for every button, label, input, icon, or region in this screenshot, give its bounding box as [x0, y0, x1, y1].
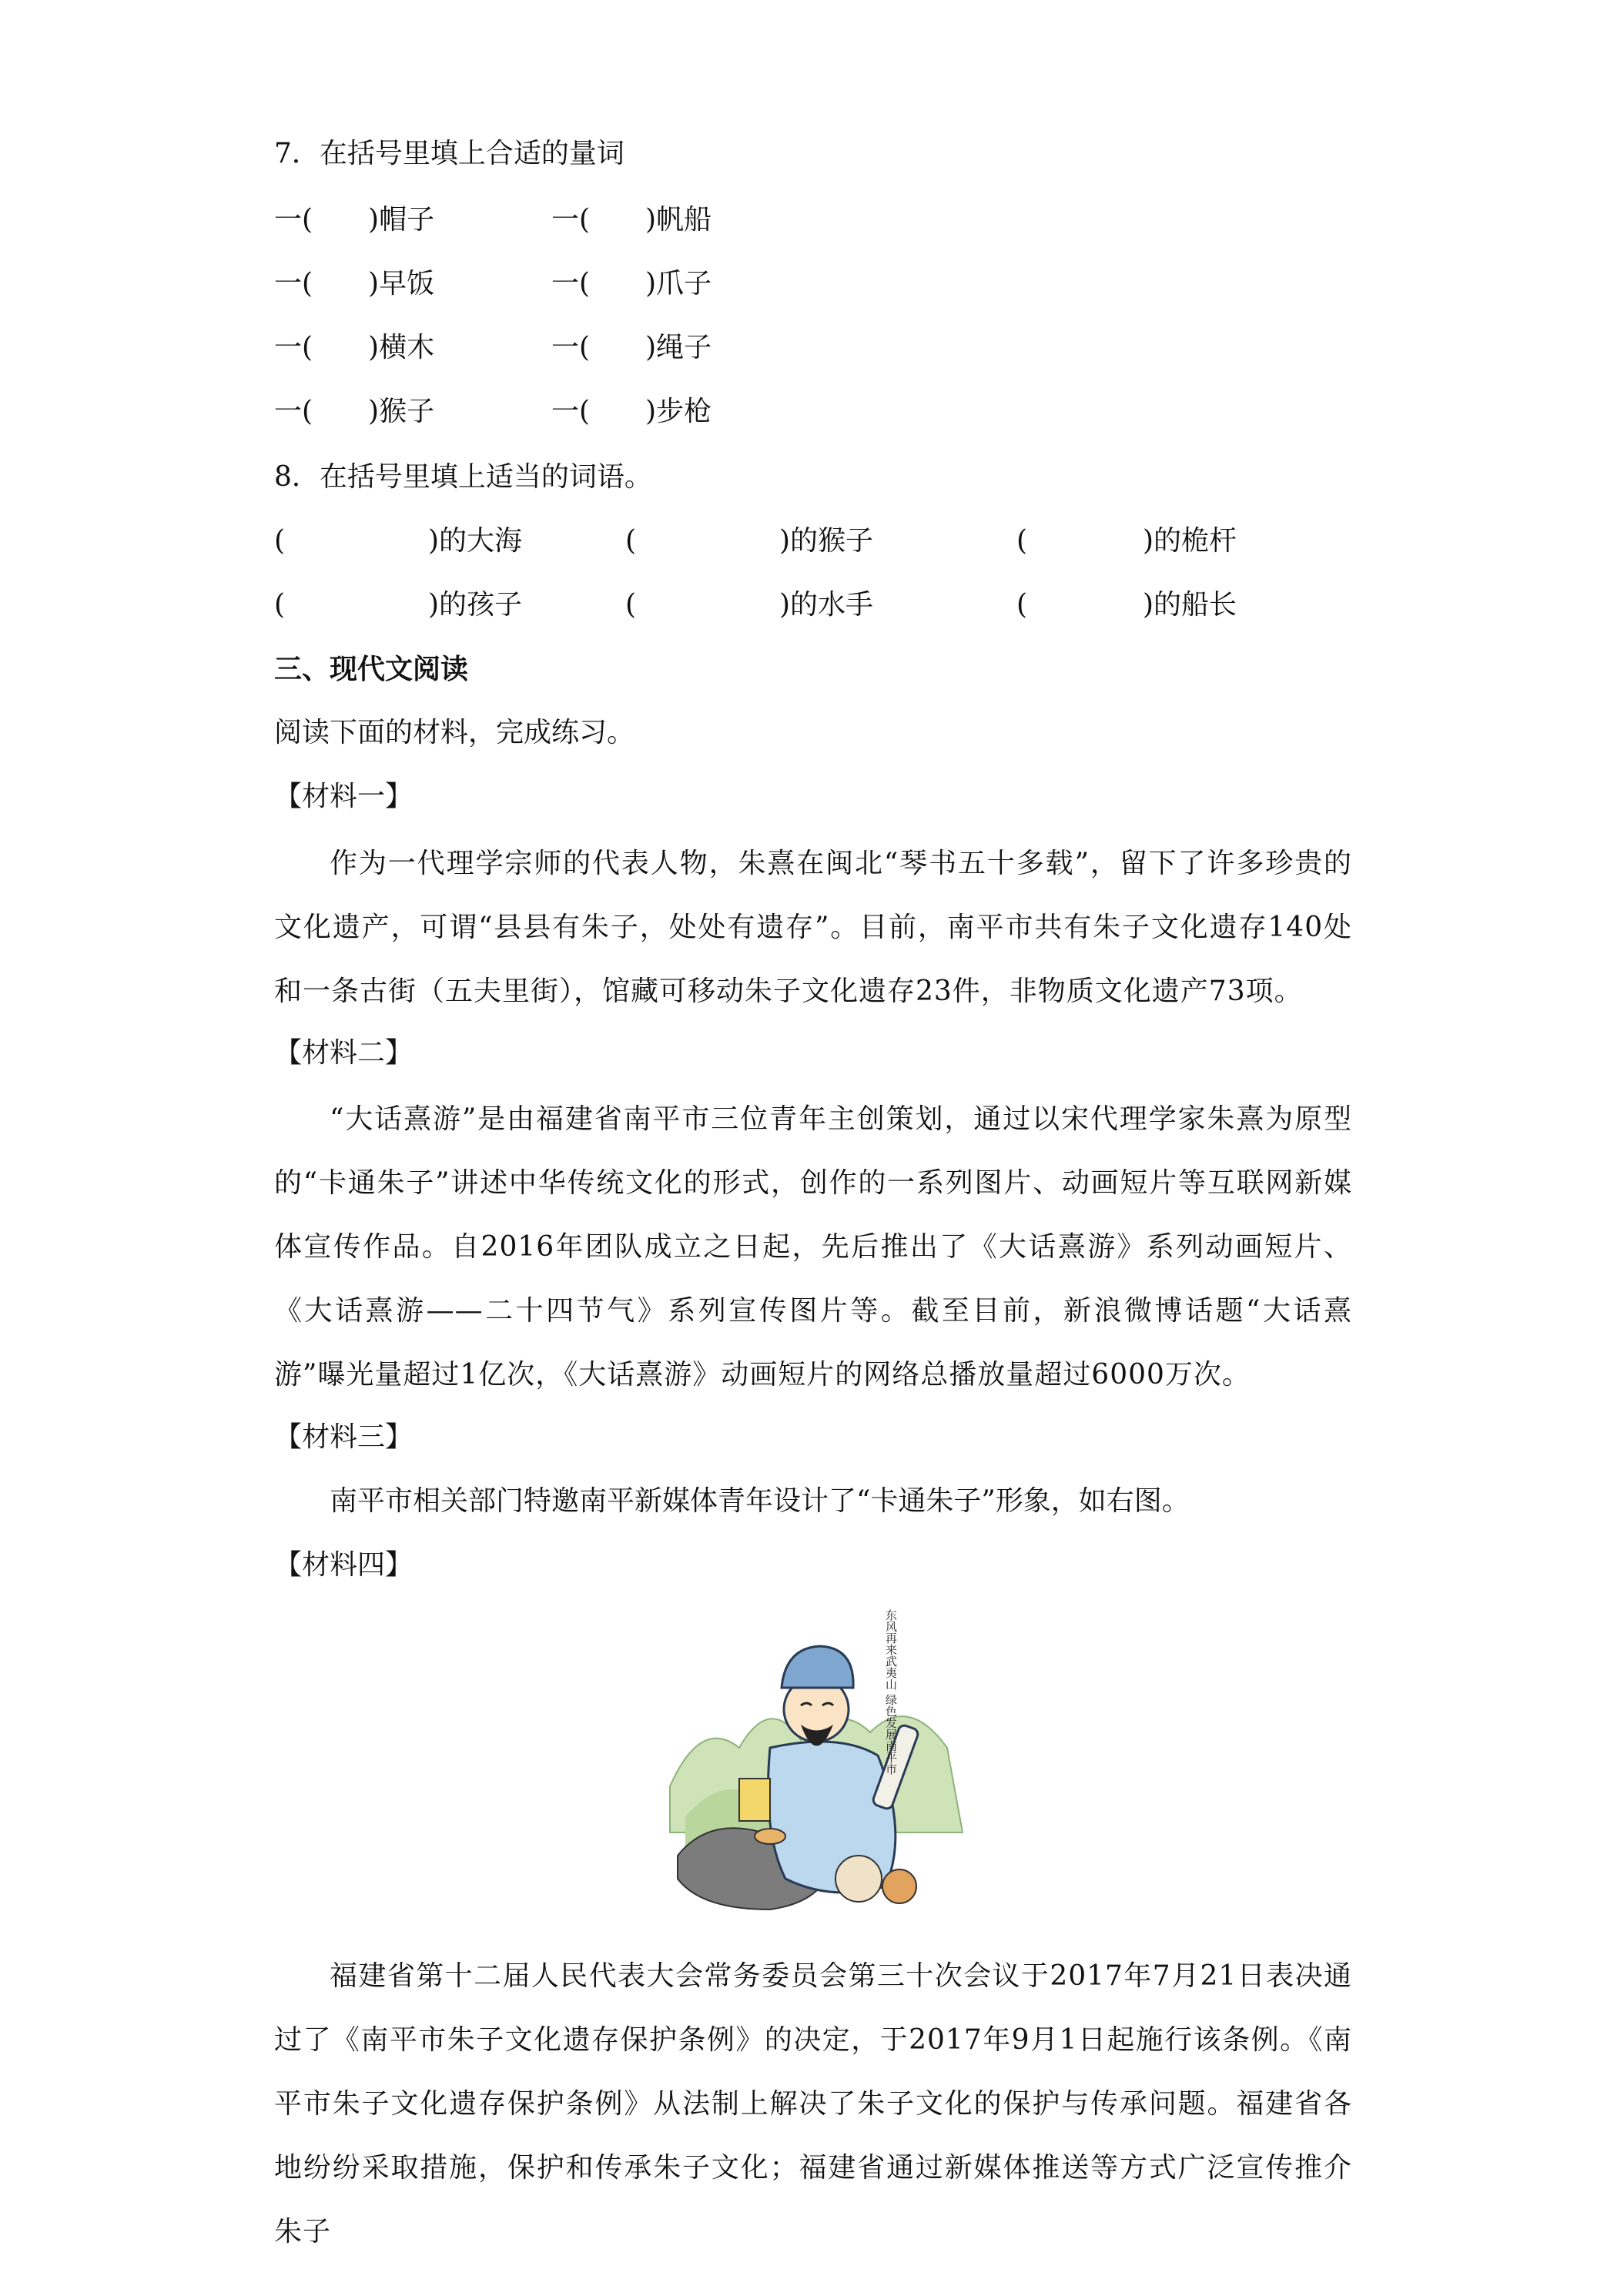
material2-text: “大话熹游”是由福建省南平市三位青年主创策划，通过以宋代理学家朱熹为原型的“卡通朱子”讲述中华传统文化的形式，创作的一系列图片、动画短片等互联网新媒体宣传作品。自2016年团队成立之日起，先后推出了《大话熹游》系列动画短片、《大话熹游——二十四节气》系列宣传图片等。截至目前，新浪微博话题“大话熹游”曝光量超过1亿次，《大话熹游》动画短片的网络总播放量超过6000万次。 — [274, 1103, 1352, 1391]
q8-r2-open1: ( — [274, 589, 286, 621]
q7-title: 7．在括号里填上合适的量词 — [274, 138, 624, 169]
q7-row3-right: 一( )绳子 — [551, 332, 712, 363]
q8-r2-item1: )的孩子 — [428, 589, 523, 621]
material3-text: 南平市相关部门特邀南平新媒体青年设计了“卡通朱子”形象，如右图。 — [330, 1485, 1190, 1517]
section-intro: 阅读下面的材料，完成练习。 — [274, 717, 635, 748]
q7-row2-left: 一( )早饭 — [274, 268, 435, 300]
q8-r2-open3: ( — [1016, 589, 1028, 621]
q8-r2-item3: )的船长 — [1143, 589, 1237, 621]
material3-label: 【材料三】 — [274, 1421, 414, 1453]
q8-r1-item2: )的猴子 — [779, 525, 874, 557]
q8-r2-open2: ( — [625, 589, 637, 621]
q7-row1-right: 一( )帆船 — [551, 204, 712, 236]
material4-text: 福建省第十二届人民代表大会常务委员会第三十次会议于2017年7月21日表决通过了《南平市朱子文化遗存保护条例》的决定，于2017年9月1日起施行该条例。《南平市朱子文化遗存保护条例》从法制上解决了朱子文化的保护与传承问题。福建省各地纷纷采取措施，保护和传承朱子文化；福建省通过新媒体推送等方式广泛宣传推介朱子 — [274, 1960, 1352, 2247]
q8-title: 8．在括号里填上适当的词语。 — [274, 461, 652, 493]
q8-r1-item3: )的桅杆 — [1143, 525, 1237, 557]
q8-r2-item2: )的水手 — [779, 589, 874, 621]
section-heading: 三、现代文阅读 — [274, 653, 469, 685]
q7-row2-right: 一( )爪子 — [551, 268, 712, 300]
q8-r1-item1: )的大海 — [428, 525, 523, 557]
q7-row4-left: 一( )猴子 — [274, 396, 435, 427]
q7-row3-left: 一( )横木 — [274, 332, 435, 363]
q8-r1-open1: ( — [274, 525, 286, 557]
material4-label: 【材料四】 — [274, 1549, 414, 1581]
illustration-caption: 东风再来武夷山 绿色发展南平市 — [884, 1609, 898, 1775]
q7-row1-left: 一( )帽子 — [274, 204, 435, 236]
material1-text: 作为一代理学宗师的代表人物，朱熹在闽北“琴书五十多载”，留下了许多珍贵的文化遗产，可谓“县县有朱子，处处有遗存”。目前，南平市共有朱子文化遗存140处和一条古街（五夫里街），馆藏可移动朱子文化遗存23件，非物质文化遗产73项。 — [274, 848, 1352, 1007]
q7-row4-right: 一( )步枪 — [551, 396, 712, 427]
material1-label: 【材料一】 — [274, 781, 414, 812]
q8-r1-open3: ( — [1016, 525, 1028, 557]
q8-r1-open2: ( — [625, 525, 637, 557]
cartoon-zhuzi-illustration — [655, 1602, 986, 1925]
material2-label: 【材料二】 — [274, 1037, 414, 1069]
